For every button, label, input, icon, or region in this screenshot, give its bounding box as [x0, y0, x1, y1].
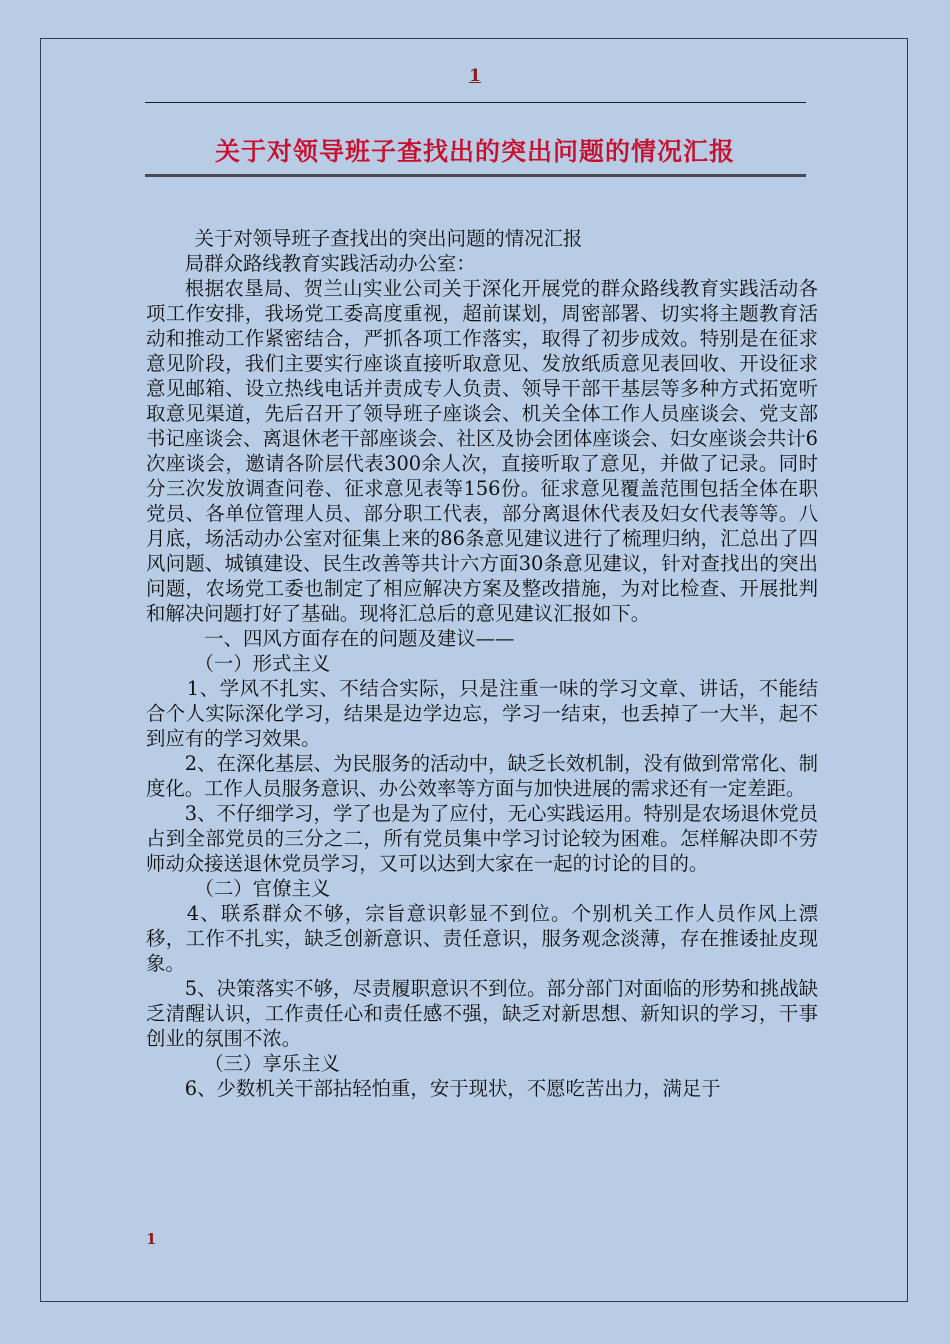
paragraph: 1、学风不扎实、不结合实际，只是注重一味的学习文章、讲话，不能结合个人实际深化学习，结果是边学边忘，学习一结束，也丢掉了一大半，起不到应有的学习效果。: [146, 677, 818, 750]
document-body: [146, 226, 818, 1101]
paragraph: 6、少数机关干部拈轻怕重，安于现状，不愿吃苦出力，满足于: [184, 1077, 721, 1100]
paragraph: 3、不仔细学习，学了也是为了应付，无心实践运用。特别是农场退休党员占到全部党员的三分之二，所有党员集中学习讨论较为困难。怎样解决即不劳师动众接送退休党员学习，又可以达到大家在一起的讨论的目的。: [146, 802, 818, 875]
title-rule: [145, 174, 806, 177]
subsection-heading: （三）享乐主义: [204, 1052, 340, 1075]
document-title: 关于对领导班子查找出的突出问题的情况汇报: [214, 137, 735, 166]
subsection-heading: （二）官僚主义: [194, 877, 331, 900]
footer-page-number: 1: [146, 1230, 157, 1248]
section-heading: 一、四风方面存在的问题及建议——: [204, 627, 515, 650]
paragraph: 4、联系群众不够，宗旨意识彰显不到位。个别机关工作人员作风上漂移，工作不扎实，缺乏创新意识、责任意识，服务观念淡薄，存在推诿扯皮现象。: [146, 902, 818, 975]
subsection-heading: （一）形式主义: [194, 652, 331, 675]
header-page-number: 1: [469, 66, 481, 86]
paragraph: 根据农垦局、贺兰山实业公司关于深化开展党的群众路线教育实践活动各项工作安排，我场党工委高度重视，超前谋划，周密部署、切实将主题教育活动和推动工作紧密结合，严抓各项工作落实，取得了初步成效。特别是在征求意见阶段，我们主要实行座谈直接听取意见、发放纸质意见表回收、开设征求意见邮箱、设立热线电话并责成专人负责、领导干部干基层等多种方式拓宽听取意见渠道，先后召开了领导班子座谈会、机关全体工作人员座谈会、党支部书记座谈会、离退休老干部座谈会、社区及协会团体座谈会、妇女座谈会共计6次座谈会，邀请各阶层代表300余人次，直接听取了意见，并做了记录。同时分三次发放调查问卷、征求意见表等156份。征求意见覆盖范围包括全体在职党员、各单位管理人员、部分职工代表，部分离退休代表及妇女代表等等。八月底，场活动办公室对征集上来的86条意见建议进行了梳理归纳，汇总出了四风问题、城镇建设、民生改善等共计六方面30条意见建议，针对查找出的突出问题，农场党工委也制定了相应解决方案及整改措施，为对比检查、开展批判和解决问题打好了基础。现将汇总后的意见建议汇报如下。: [146, 277, 818, 625]
header-rule: [145, 102, 806, 103]
paragraph: 5、决策落实不够，尽责履职意识不到位。部分部门对面临的形势和挑战缺乏清醒认识，工作责任心和责任感不强，缺乏对新思想、新知识的学习，干事创业的氛围不浓。: [146, 977, 818, 1050]
paragraph: 关于对领导班子查找出的突出问题的情况汇报: [194, 227, 583, 250]
paragraph: 局群众路线教育实践活动办公室：: [184, 252, 476, 275]
paragraph: 2、在深化基层、为民服务的活动中，缺乏长效机制，没有做到常常化、制度化。工作人员服务意识、办公效率等方面与加快进展的需求还有一定差距。: [146, 752, 818, 800]
